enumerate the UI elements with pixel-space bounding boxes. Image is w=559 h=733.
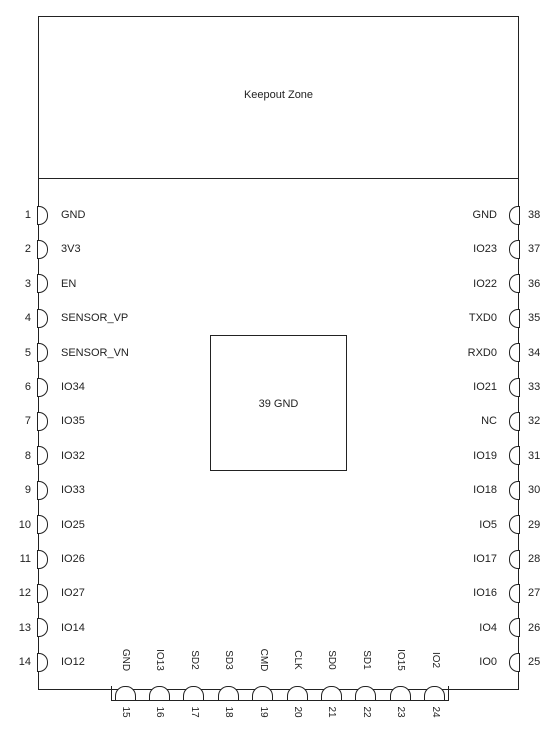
pin-label: SENSOR_VP [61, 312, 129, 325]
pin-pad [509, 309, 520, 328]
pin-number: 10 [18, 518, 31, 531]
pin-label: IO4 [479, 621, 497, 634]
pin-number: 12 [18, 587, 31, 600]
pin-label: IO22 [473, 277, 497, 290]
pin-pad [509, 206, 520, 225]
pin-number: 26 [528, 621, 541, 634]
pin-label: IO35 [61, 415, 85, 428]
pin-number: 6 [24, 381, 31, 393]
pin-number: 18 [223, 706, 235, 718]
pin-number: 37 [528, 243, 541, 256]
pin-number: 17 [188, 706, 200, 718]
pin-label: IO21 [473, 381, 497, 393]
pin-number: 8 [24, 449, 31, 462]
pin-pad [115, 686, 136, 701]
pin-label: IO19 [473, 449, 497, 462]
pin-number: 9 [24, 484, 31, 497]
pin-pad [149, 686, 170, 701]
pin-label: IO26 [61, 553, 85, 565]
pin-label: GND [120, 648, 131, 672]
pin-label: EN [61, 277, 77, 290]
pin-number: 3 [24, 277, 31, 290]
pin-label: IO18 [473, 484, 497, 497]
pin-number: 15 [120, 706, 131, 718]
pin-pad [183, 686, 204, 701]
pin-pad [509, 584, 520, 603]
pin-label: IO16 [473, 587, 497, 600]
pin-pad [252, 686, 273, 701]
pin-number: 38 [528, 209, 541, 221]
pin-label: IO33 [61, 484, 85, 497]
pin-pad [390, 686, 411, 701]
pin-label: IO17 [473, 553, 497, 565]
pin-label: IO13 [154, 649, 166, 671]
pin-number: 16 [154, 706, 166, 718]
pin-label: IO34 [61, 381, 85, 393]
pin-label: IO32 [61, 449, 85, 462]
pin-label: GND [61, 209, 86, 221]
pin-pad [509, 481, 520, 500]
pin-label: GND [472, 209, 497, 221]
pin-number: 28 [528, 553, 541, 565]
pin-label: IO5 [479, 518, 497, 531]
keepout-zone-label: Keepout Zone [243, 89, 314, 101]
center-ground-pad-label: 39 GND [258, 398, 299, 410]
pin-label: CMD [257, 648, 269, 672]
pin-label: IO12 [61, 656, 85, 669]
pin-number: 19 [257, 706, 269, 718]
pin-number: 24 [429, 706, 441, 718]
pin-number: 13 [18, 621, 31, 634]
pin-pad [424, 686, 445, 701]
pin-label: TXD0 [468, 312, 497, 325]
pin-pad [509, 412, 520, 431]
pin-number: 35 [528, 312, 541, 325]
pin-label: CLK [292, 650, 303, 670]
pin-pad [509, 240, 520, 259]
pin-label: NC [481, 415, 497, 428]
pin-label: IO23 [473, 243, 497, 256]
pin-number: 25 [528, 656, 541, 669]
pin-label: SD1 [360, 650, 372, 670]
pin-number: 34 [528, 346, 541, 359]
pin-pad [218, 686, 239, 701]
pin-pad [355, 686, 376, 701]
pin-number: 22 [360, 706, 372, 718]
pin-label: IO14 [61, 621, 85, 634]
pin-number: 4 [24, 312, 31, 325]
pin-number: 29 [528, 518, 541, 531]
pin-label: SD0 [326, 650, 338, 670]
pin-number: 7 [24, 415, 31, 428]
pin-number: 33 [528, 381, 541, 393]
pin-label: SENSOR_VN [61, 346, 129, 359]
pin-number: 14 [18, 656, 31, 669]
center-ground-pad [210, 335, 347, 471]
pin-number: 36 [528, 277, 541, 290]
pin-number: 31 [528, 449, 541, 462]
pin-label: RXD0 [467, 346, 497, 359]
pin-pad [509, 550, 520, 569]
pin-pad [509, 515, 520, 534]
pin-pad [509, 343, 520, 362]
pin-label: SD2 [188, 650, 200, 670]
pin-pad [509, 378, 520, 397]
pin-number: 30 [528, 484, 541, 497]
pin-number: 32 [528, 415, 541, 428]
pin-number: 11 [19, 553, 31, 565]
pin-label: IO0 [479, 656, 497, 669]
pin-label: 3V3 [61, 243, 81, 256]
pin-number: 1 [24, 209, 31, 221]
pin-label: IO2 [429, 651, 441, 669]
pin-number: 5 [24, 346, 31, 359]
keepout-zone [39, 17, 518, 179]
pin-number: 21 [326, 706, 338, 718]
pin-number: 23 [395, 706, 407, 718]
pin-number: 2 [24, 243, 31, 256]
pin-number: 20 [292, 706, 303, 718]
pin-label: IO27 [61, 587, 85, 600]
pin-label: IO15 [395, 649, 407, 671]
pin-pad [287, 686, 308, 701]
pin-number: 27 [528, 587, 541, 600]
pin-pad [509, 653, 520, 672]
pin-label: IO25 [61, 518, 85, 531]
pin-pad [321, 686, 342, 701]
pin-label: SD3 [223, 650, 235, 670]
